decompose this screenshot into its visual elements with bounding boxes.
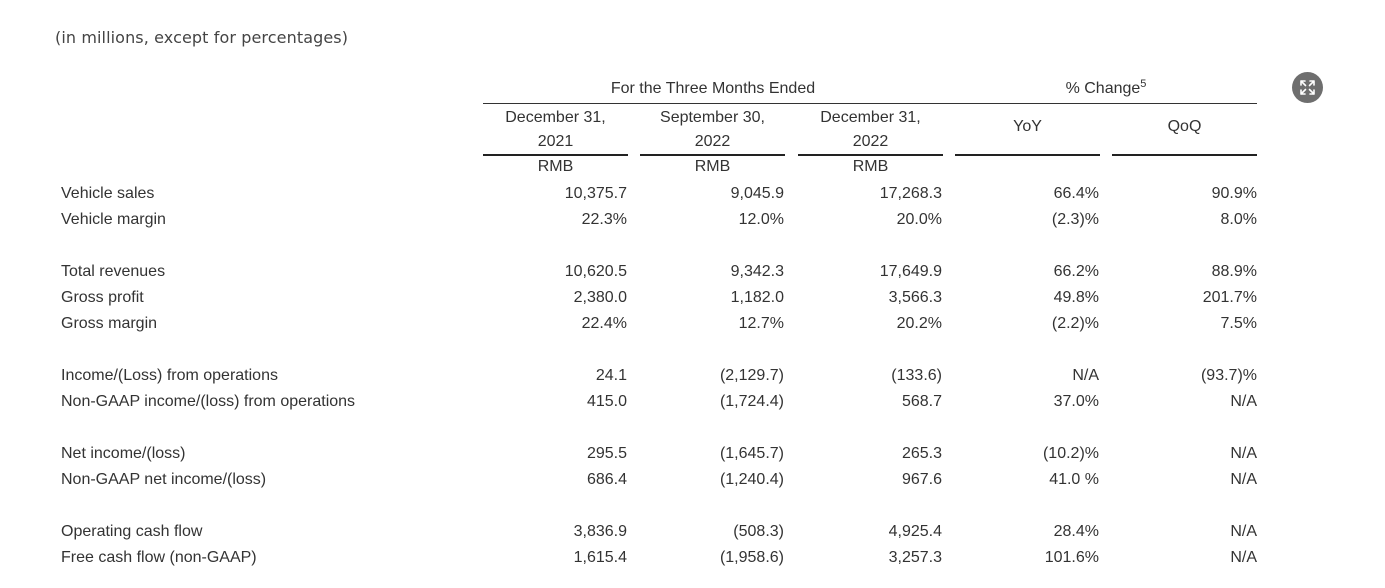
table-row [0,311,1385,337]
row-label: Non-GAAP income/(loss) from operations [61,393,356,410]
value-yoy: N/A [1072,367,1099,384]
change-header [955,80,1257,98]
value-qoq: 7.5% [1220,315,1257,332]
value-dec-2021: 415.0 [586,393,627,410]
value-yoy: 66.4% [1053,185,1099,202]
row-label: Operating cash flow [61,523,203,540]
change-footnote: 5 [1140,78,1147,90]
value-yoy: (2.3)% [1051,211,1099,228]
value-dec-2022: 265.3 [901,445,942,462]
table-row [0,467,1385,493]
table-row [0,441,1385,467]
change-header-label: % Change [1065,80,1141,97]
value-sep-2022: (1,645.7) [719,445,784,462]
value-dec-2021: 1,615.4 [573,549,627,566]
value-dec-2022: 4,925.4 [888,523,942,540]
currency-label: RMB [852,158,889,175]
row-label: Income/(Loss) from operations [61,367,278,384]
value-dec-2022: 20.0% [896,211,942,228]
value-yoy: 41.0 % [1049,471,1099,488]
value-dec-2021: 22.4% [581,315,627,332]
value-dec-2022: 3,566.3 [888,289,942,306]
table-row [0,519,1385,545]
value-dec-2022: 568.7 [901,393,942,410]
column-rule [640,154,785,156]
value-yoy: 66.2% [1053,263,1099,280]
value-dec-2021: 22.3% [581,211,627,228]
table-note: (in millions, except for percentages) [55,28,349,47]
table-row [0,207,1385,233]
value-dec-2021: 3,836.9 [573,523,627,540]
value-sep-2022: (1,240.4) [719,471,784,488]
table-row [0,259,1385,285]
column-rule [955,154,1100,156]
value-yoy: 49.8% [1053,289,1099,306]
column-header-line1: December 31, [820,109,921,126]
row-label: Total revenues [61,263,166,280]
currency-label: RMB [694,158,731,175]
column-rule [483,154,628,156]
group-header: For the Three Months Ended [610,80,816,97]
column-header-sep-2022 [640,106,785,154]
value-qoq: N/A [1230,549,1257,566]
value-yoy: 28.4% [1053,523,1099,540]
value-yoy: 37.0% [1053,393,1099,410]
column-header-line2: 2022 [852,133,889,150]
value-qoq: N/A [1230,445,1257,462]
value-yoy: (10.2)% [1042,445,1099,462]
value-sep-2022: 9,045.9 [730,185,784,202]
value-qoq: 88.9% [1211,263,1257,280]
row-label: Gross margin [61,315,158,332]
column-header-line2: 2021 [537,133,574,150]
value-dec-2021: 24.1 [595,367,627,384]
column-rule [1112,154,1257,156]
column-header-dec-2022 [798,106,943,154]
row-label: Net income/(loss) [61,445,186,462]
table-row [0,285,1385,311]
expand-arrows-icon [1299,79,1316,96]
column-rule [798,154,943,156]
column-header-line2: 2022 [694,133,731,150]
row-label: Non-GAAP net income/(loss) [61,471,267,488]
row-label: Vehicle sales [61,185,155,202]
value-sep-2022: (508.3) [733,523,784,540]
value-qoq: (93.7)% [1200,367,1257,384]
expand-button[interactable] [1292,72,1323,103]
value-dec-2021: 10,620.5 [564,263,627,280]
table-row [0,181,1385,207]
value-qoq: N/A [1230,523,1257,540]
value-yoy: 101.6% [1044,549,1099,566]
value-dec-2022: 3,257.3 [888,549,942,566]
value-dec-2021: 686.4 [586,471,627,488]
value-sep-2022: (2,129.7) [719,367,784,384]
value-qoq: 201.7% [1202,289,1257,306]
value-sep-2022: 12.7% [738,315,784,332]
value-dec-2021: 295.5 [586,445,627,462]
row-label: Free cash flow (non-GAAP) [61,549,257,566]
value-qoq: 8.0% [1220,211,1257,228]
value-sep-2022: (1,958.6) [719,549,784,566]
value-sep-2022: (1,724.4) [719,393,784,410]
value-qoq: N/A [1230,471,1257,488]
column-header-line1: December 31, [505,109,606,126]
column-header-qoq: QoQ [1167,118,1202,135]
column-header-dec-2021 [483,106,628,154]
header-top-rule [483,103,1257,104]
row-label: Vehicle margin [61,211,166,228]
value-sep-2022: 1,182.0 [730,289,784,306]
value-sep-2022: 9,342.3 [730,263,784,280]
value-dec-2022: (133.6) [891,367,942,384]
value-dec-2022: 967.6 [901,471,942,488]
value-dec-2022: 20.2% [896,315,942,332]
row-label: Gross profit [61,289,144,306]
value-qoq: 90.9% [1211,185,1257,202]
table-row [0,545,1385,571]
table-row [0,363,1385,389]
value-qoq: N/A [1230,393,1257,410]
column-header-line1: September 30, [660,109,765,126]
currency-label: RMB [537,158,574,175]
column-header-yoy: YoY [1013,118,1042,135]
value-sep-2022: 12.0% [738,211,784,228]
value-dec-2021: 2,380.0 [573,289,627,306]
value-dec-2022: 17,649.9 [879,263,942,280]
value-dec-2021: 10,375.7 [564,185,627,202]
value-dec-2022: 17,268.3 [879,185,942,202]
value-yoy: (2.2)% [1051,315,1099,332]
table-row [0,389,1385,415]
